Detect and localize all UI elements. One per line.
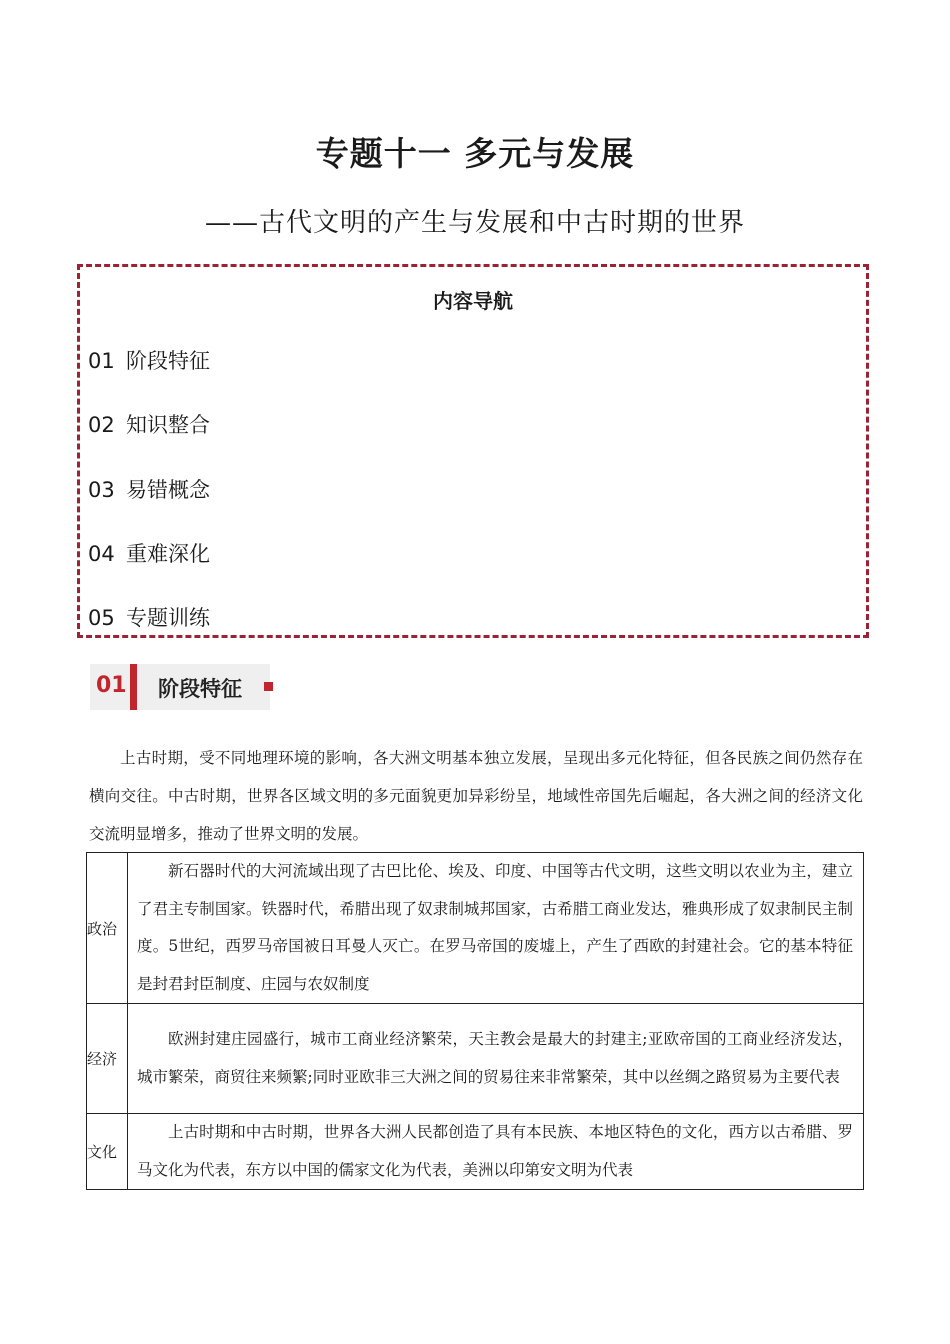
nav-item-number: 02 — [88, 413, 115, 437]
nav-item-number: 03 — [88, 478, 115, 502]
nav-item-number: 04 — [88, 542, 115, 566]
nav-item-number: 05 — [88, 606, 115, 630]
section-intro-paragraph: 上古时期，受不同地理环境的影响，各大洲文明基本独立发展，呈现出多元化特征，但各民族之间仍然存在横向交往。中古时期，世界各区域文明的多元面貌更加异彩纷呈，地域性帝国先后崛起，各大洲之间的经济文化交流明显增多，推动了世界文明的发展。 — [89, 749, 863, 843]
nav-title: 内容导航 — [433, 289, 513, 313]
table-row — [87, 853, 864, 1004]
table-row — [87, 1004, 864, 1114]
square-bullet-icon — [264, 682, 273, 691]
description-cell: 欧洲封建庄园盛行，城市工商业经济繁荣，天主教会是最大的封建主;亚欧帝国的工商业经济发达，城市繁荣，商贸往来频繁;同时亚欧非三大洲之间的贸易往来非常繁荣，其中以丝绸之路贸易为主要代表 — [128, 1004, 864, 1114]
nav-item-label: 易错概念 — [126, 478, 210, 502]
nav-item-label: 知识整合 — [126, 413, 210, 437]
category-cell: 文化 — [87, 1114, 128, 1190]
nav-item-number: 01 — [88, 349, 115, 373]
section-header — [90, 664, 270, 710]
content-navigation-box — [77, 264, 869, 638]
page-title: 专题十一 多元与发展 — [315, 134, 635, 173]
nav-item-label: 阶段特征 — [126, 349, 210, 373]
table-row — [87, 1114, 864, 1190]
nav-item-stage-features[interactable] — [88, 345, 210, 375]
description-cell: 新石器时代的大河流域出现了古巴比伦、埃及、印度、中国等古代文明，这些文明以农业为主，建立了君主专制国家。铁器时代，希腊出现了奴隶制城邦国家，古希腊工商业发达，雅典形成了奴隶制民主制度。5世纪，西罗马帝国被日耳曼人灭亡。在罗马帝国的废墟上，产生了西欧的封建社会。它的基本特征是封君封臣制度、庄园与农奴制度 — [128, 853, 864, 1004]
section-title: 阶段特征 — [158, 677, 242, 701]
nav-item-confusing-concepts[interactable] — [88, 474, 210, 504]
stage-features-table — [86, 852, 864, 1190]
category-cell: 经济 — [87, 1004, 128, 1114]
category-cell: 政治 — [87, 853, 128, 1004]
description-cell: 上古时期和中古时期，世界各大洲人民都创造了具有本民族、本地区特色的文化，西方以古希腊、罗马文化为代表，东方以中国的儒家文化为代表，美洲以印第安文明为代表 — [128, 1114, 864, 1190]
nav-item-key-difficulties[interactable] — [88, 538, 210, 568]
nav-item-label: 重难深化 — [126, 542, 210, 566]
section-number: 01 — [96, 673, 127, 698]
nav-item-knowledge-integration[interactable] — [88, 409, 210, 439]
nav-item-topic-training[interactable] — [88, 602, 210, 632]
section-divider-bar — [130, 664, 137, 710]
nav-item-label: 专题训练 — [126, 606, 210, 630]
page-subtitle: ——古代文明的产生与发展和中古时期的世界 — [204, 208, 745, 238]
